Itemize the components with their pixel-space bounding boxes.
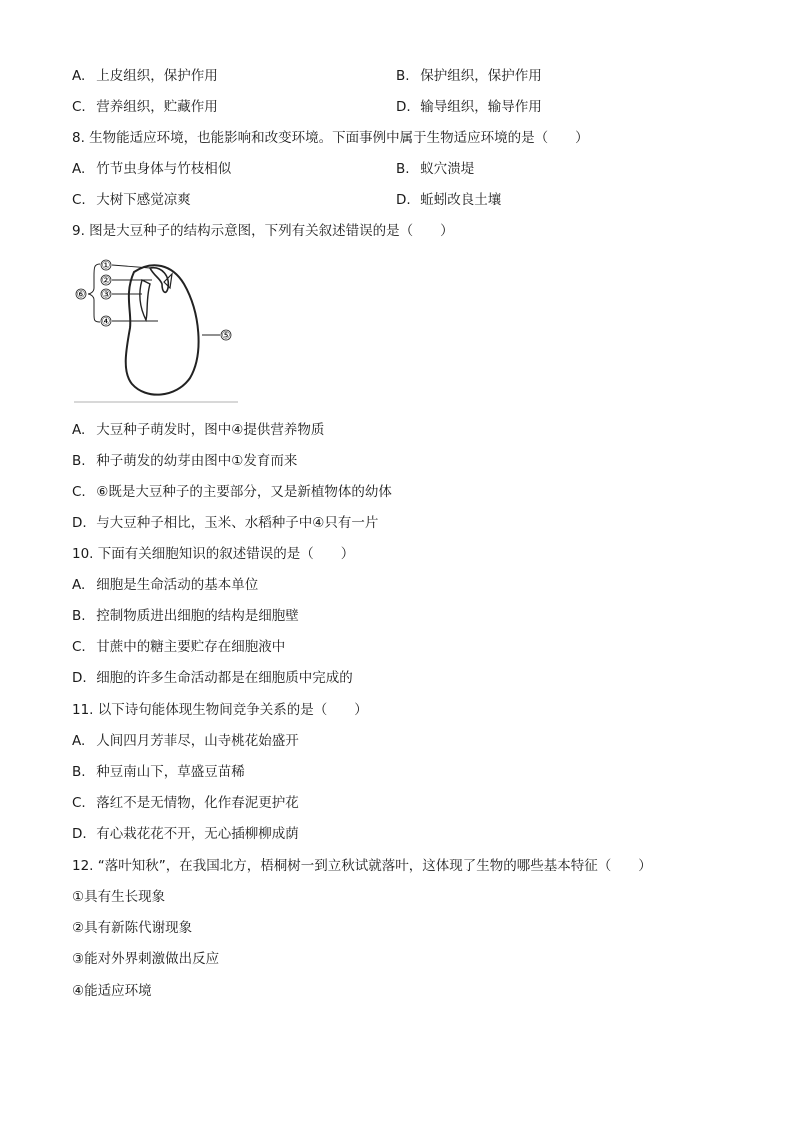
- q9-option-c-label: C.: [72, 484, 86, 500]
- q10-option-d: [72, 668, 353, 688]
- q7-option-a-text: 上皮组织，保护作用: [96, 68, 218, 84]
- soybean-seed-diagram: [72, 254, 242, 404]
- q8-option-d-text: 蚯蚓改良土壤: [420, 192, 502, 208]
- q10-option-d-text: 细胞的许多生命活动都是在细胞质中完成的: [96, 670, 353, 686]
- q8-option-b-text: 蚁穴溃堤: [420, 161, 475, 177]
- q10-option-a-text: 细胞是生命活动的基本单位: [96, 577, 259, 593]
- q9-option-a-label: A.: [72, 422, 86, 438]
- label-5: [221, 330, 231, 342]
- label-3: [101, 289, 111, 301]
- q8-stem: 8. 生物能适应环境，也能影响和改变环境。下面事例中属于生物适应环境的是（ ）: [72, 130, 589, 146]
- q9-option-b-text: 种子萌发的幼芽由图中①发育而来: [96, 453, 298, 469]
- label-6-text: ⑥: [76, 289, 86, 301]
- q9-option-d: [72, 513, 378, 533]
- q7-option-b-text: 保护组织，保护作用: [420, 68, 542, 84]
- q7-option-c-label: C.: [72, 99, 86, 115]
- q11-option-c-label: C.: [72, 795, 86, 811]
- label-2-text: ②: [101, 275, 111, 287]
- q8-option-d-label: D.: [396, 192, 411, 208]
- q7-option-d-label: D.: [396, 99, 411, 115]
- q11-stem: 11. 以下诗句能体现生物间竞争关系的是（ ）: [72, 702, 368, 718]
- q11-option-c: [72, 793, 299, 813]
- q9-stem: 9. 图是大豆种子的结构示意图，下列有关叙述错误的是（ ）: [72, 223, 454, 239]
- q10-option-b-text: 控制物质进出细胞的结构是细胞壁: [96, 608, 299, 624]
- q10-option-b-label: B.: [72, 608, 86, 624]
- q8-option-b-label: B.: [396, 161, 410, 177]
- embryo-radicle-shape: [140, 280, 150, 320]
- q9-option-c-text: ⑥既是大豆种子的主要部分，又是新植物体的幼体: [96, 484, 392, 500]
- q9-option-b-label: B.: [72, 453, 86, 469]
- q10-option-c-text: 甘蔗中的糖主要贮存在细胞液中: [96, 639, 286, 655]
- q12-item-4: ④能适应环境: [72, 983, 152, 999]
- label-6: [76, 289, 86, 301]
- label-1-text: ①: [101, 260, 111, 272]
- label-5-text: ⑤: [221, 330, 231, 342]
- q8-option-a-label: A.: [72, 161, 86, 177]
- q8-option-a: [72, 159, 231, 179]
- q8-option-c-label: C.: [72, 192, 86, 208]
- q9-option-a-text: 大豆种子萌发时，图中④提供营养物质: [96, 422, 325, 438]
- q11-option-d-text: 有心栽花花不开，无心插柳柳成荫: [96, 826, 299, 842]
- q10-option-c-label: C.: [72, 639, 86, 655]
- q7-option-d-text: 输导组织，输导作用: [420, 99, 542, 115]
- q8-option-b: [396, 159, 474, 179]
- label-3-text: ③: [101, 289, 111, 301]
- q9-option-d-label: D.: [72, 515, 87, 531]
- q8-option-d: [396, 190, 501, 210]
- q10-option-a-label: A.: [72, 577, 86, 593]
- label-4: [101, 316, 111, 328]
- q9-option-c: [72, 482, 392, 502]
- q10-stem: 10. 下面有关细胞知识的叙述错误的是（ ）: [72, 546, 355, 562]
- bracket-6: [88, 264, 100, 322]
- q7-option-c: [72, 97, 218, 117]
- q11-option-a: [72, 731, 299, 751]
- q11-option-d-label: D.: [72, 826, 87, 842]
- q9-option-a: [72, 420, 324, 440]
- q7-option-a-label: A.: [72, 68, 86, 84]
- q11-option-a-text: 人间四月芳菲尽，山寺桃花始盛开: [96, 733, 299, 749]
- q11-option-a-label: A.: [72, 733, 86, 749]
- label-2: [101, 275, 111, 287]
- q11-option-d: [72, 824, 299, 844]
- q8-option-c: [72, 190, 191, 210]
- q7-option-b: [396, 66, 542, 86]
- q10-option-c: [72, 637, 285, 657]
- q12-item-3: ③能对外界刺激做出反应: [72, 951, 220, 967]
- q12-item-1: ①具有生长现象: [72, 889, 166, 905]
- q10-option-b: [72, 606, 299, 626]
- q8-option-a-text: 竹节虫身体与竹枝相似: [96, 161, 232, 177]
- q9-option-b: [72, 451, 297, 471]
- q11-option-c-text: 落红不是无情物，化作春泥更护花: [96, 795, 299, 811]
- q7-option-b-label: B.: [396, 68, 410, 84]
- q8-option-c-text: 大树下感觉凉爽: [96, 192, 191, 208]
- q11-option-b-text: 种豆南山下，草盛豆苗稀: [96, 764, 245, 780]
- q11-option-b: [72, 762, 245, 782]
- q12-item-2: ②具有新陈代谢现象: [72, 920, 193, 936]
- q10-option-d-label: D.: [72, 670, 87, 686]
- q10-option-a: [72, 575, 258, 595]
- q11-option-b-label: B.: [72, 764, 86, 780]
- q7-option-c-text: 营养组织，贮藏作用: [96, 99, 218, 115]
- label-1: [101, 260, 111, 272]
- q7-option-d: [396, 97, 542, 117]
- q9-option-d-text: 与大豆种子相比，玉米、水稻种子中④只有一片: [96, 515, 379, 531]
- q12-stem: 12. “落叶知秋”，在我国北方，梧桐树一到立秋试就落叶，这体现了生物的哪些基本特征（ ）: [72, 858, 652, 874]
- q7-option-a: [72, 66, 218, 86]
- label-4-text: ④: [101, 316, 111, 328]
